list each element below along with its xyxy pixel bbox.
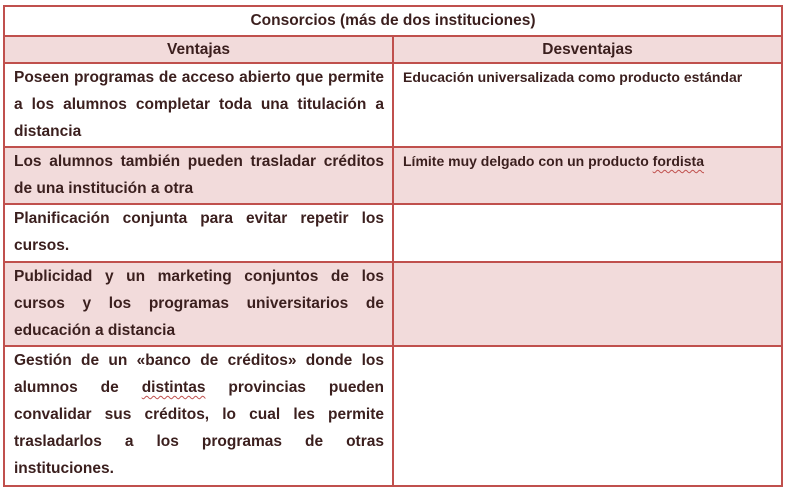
- desventaja-cell: [393, 204, 782, 262]
- ventaja-text: Planificación conjunta para evitar repetir los cursos.: [14, 210, 384, 254]
- desventaja-cell: [393, 262, 782, 346]
- ventaja-text: Los alumnos también pueden trasladar créditos de una institución a otra: [14, 153, 384, 197]
- title-row: [4, 6, 782, 36]
- spellcheck-marked-word: fordista: [652, 153, 705, 169]
- consorcios-table-wrapper: [3, 5, 783, 487]
- desventaja-text: Educación universalizada como producto estándar: [403, 69, 743, 85]
- desventaja-text: [394, 148, 781, 171]
- ventaja-cell: [4, 346, 393, 486]
- table-row: [4, 262, 782, 346]
- ventaja-cell: [4, 262, 393, 346]
- ventaja-text-suffix: provincias pueden convalidar sus créditos, lo cual les permite trasladarlos a los programas de otras instituciones.: [14, 379, 384, 477]
- ventaja-cell: [4, 147, 393, 204]
- table-row: [4, 204, 782, 262]
- header-ventajas: Ventajas: [4, 36, 393, 63]
- ventaja-text: Poseen programas de acceso abierto que permite a los alumnos completar toda una titulación a distancia: [14, 69, 384, 140]
- header-desventajas: Desventajas: [393, 36, 782, 63]
- spellcheck-marked-word: distintas: [141, 379, 206, 396]
- desventaja-cell: [393, 346, 782, 486]
- ventaja-text: Publicidad y un marketing conjuntos de los cursos y los programas universitarios de educación a distancia: [14, 268, 384, 339]
- table-row: [4, 147, 782, 204]
- ventaja-text-prefix: Gestión de un «banco de créditos» donde los alumnos de: [14, 352, 384, 396]
- header-row: [4, 36, 782, 63]
- consorcios-table: [3, 5, 783, 487]
- ventaja-cell: [4, 63, 393, 147]
- desventaja-text: [394, 263, 781, 266]
- table-title: Consorcios (más de dos instituciones): [4, 6, 782, 36]
- desventaja-text: [394, 205, 781, 208]
- desventaja-cell: [393, 63, 782, 147]
- ventaja-cell: [4, 204, 393, 262]
- desventaja-text-prefix: Límite muy delgado con un producto: [403, 153, 653, 169]
- table-row: [4, 346, 782, 486]
- table-row: [4, 63, 782, 147]
- desventaja-cell: [393, 147, 782, 204]
- desventaja-text: [394, 347, 781, 350]
- ventaja-text: [5, 347, 392, 482]
